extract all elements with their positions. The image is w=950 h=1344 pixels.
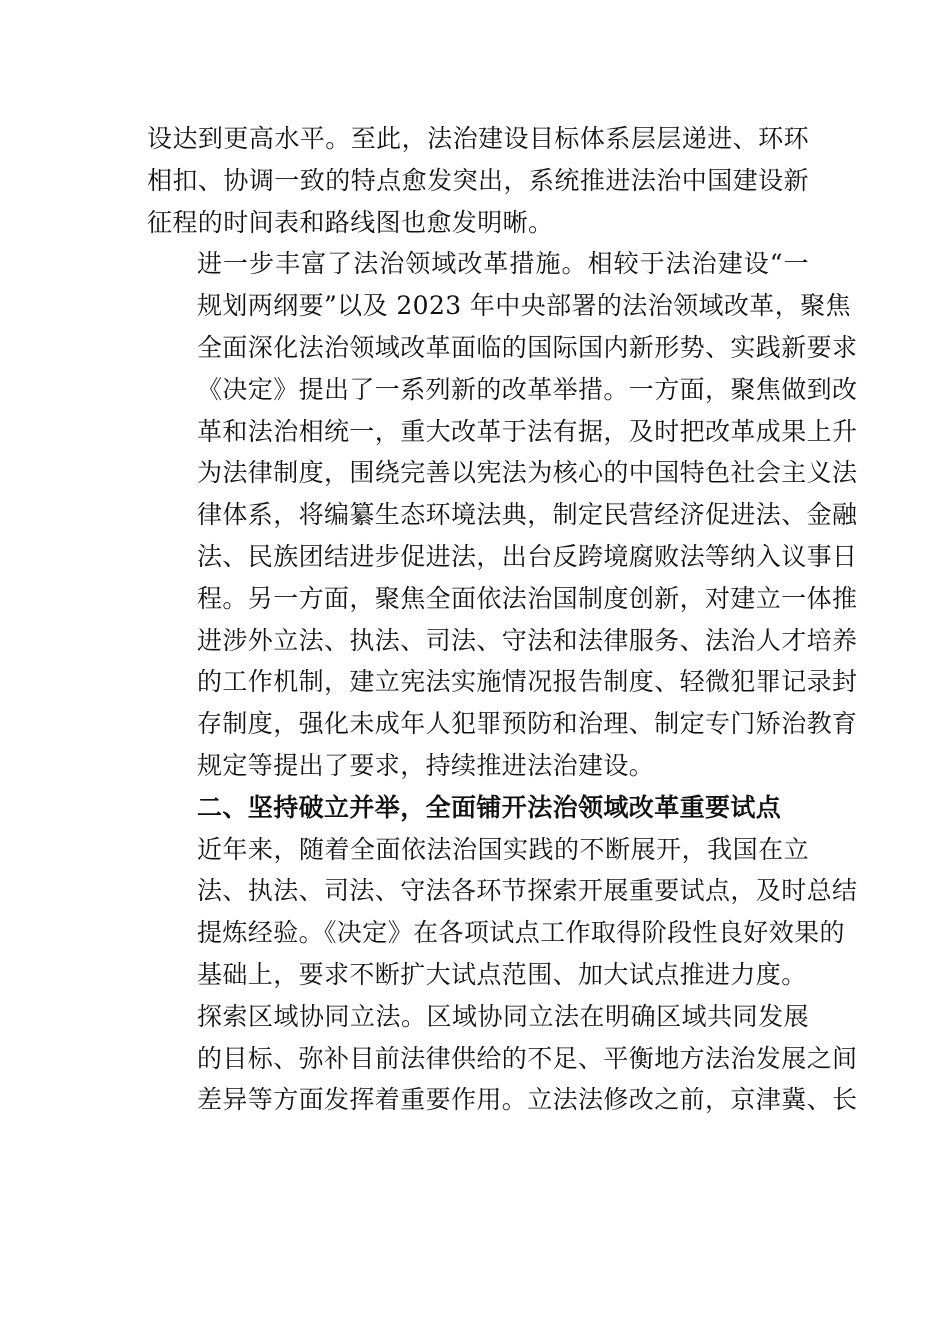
text-line: 探索区域协同立法。区域协同立法在明确区域共同发展 <box>197 1001 809 1031</box>
paragraph-reform-measures <box>147 243 858 786</box>
text-line: 征程的时间表和路线图也愈发明晰。 <box>147 207 554 237</box>
text-line: 程。另一方面，聚焦全面依法治国制度创新，对建立一体推 <box>197 583 858 613</box>
document-body <box>147 118 858 1121</box>
text-line: 为法律制度，围绕完善以宪法为核心的中国特色社会主义法 <box>197 458 858 488</box>
text-line: 法、民族团结进步促进法，出台反跨境腐败法等纳入议事日 <box>197 541 858 571</box>
text-line: 规划两纲要”以及 2023 年中央部署的法治领域改革，聚焦 <box>197 291 851 321</box>
text-line: 全面深化法治领域改革面临的国际国内新形势、实践新要求 <box>197 332 858 362</box>
text-line: 存制度，强化未成年人犯罪预防和治理、制定专门矫治教育 <box>197 709 858 739</box>
text-line: 规定等提出了要求，持续推进法治建设。 <box>197 750 655 780</box>
text-line: 革和法治相统一，重大改革于法有据，及时把改革成果上升 <box>197 416 858 446</box>
text-line: 基础上，要求不断扩大试点范围、加大试点推进力度。 <box>197 959 807 989</box>
section-heading: 二、坚持破立并举，全面铺开法治领域改革重要试点 <box>197 792 782 822</box>
text-line: 的目标、弥补目前法律供给的不足、平衡地方法治发展之间 <box>197 1043 858 1073</box>
paragraph-continued <box>147 118 809 243</box>
text-line: 的工作机制，建立宪法实施情况报告制度、轻微犯罪记录封 <box>197 667 858 697</box>
paragraph-pilots-intro <box>147 829 858 996</box>
text-line: 相扣、协调一致的特点愈发突出，系统推进法治中国建设新 <box>147 165 809 195</box>
text-line: 设达到更高水平。至此，法治建设目标体系层层递进、环环 <box>147 124 809 153</box>
text-line: 提炼经验。《决定》在各项试点工作取得阶段性良好效果的 <box>197 918 845 948</box>
text-line: 近年来，随着全面依法治国实践的不断展开，我国在立 <box>197 834 809 864</box>
text-line: 进一步丰富了法治领域改革措施。相较于法治建设“一 <box>197 249 809 279</box>
text-line: 法、执法、司法、守法各环节探索开展重要试点，及时总结 <box>197 876 858 906</box>
text-line: 差异等方面发挥着重要作用。立法法修改之前，京津冀、长 <box>197 1085 858 1115</box>
paragraph-regional-legislation <box>147 996 858 1121</box>
text-line: 进涉外立法、执法、司法、守法和法律服务、法治人才培养 <box>197 625 858 655</box>
text-line: 《决定》提出了一系列新的改革举措。一方面，聚焦做到改 <box>197 374 858 404</box>
text-line: 律体系，将编纂生态环境法典，制定民营经济促进法、金融 <box>197 500 858 530</box>
